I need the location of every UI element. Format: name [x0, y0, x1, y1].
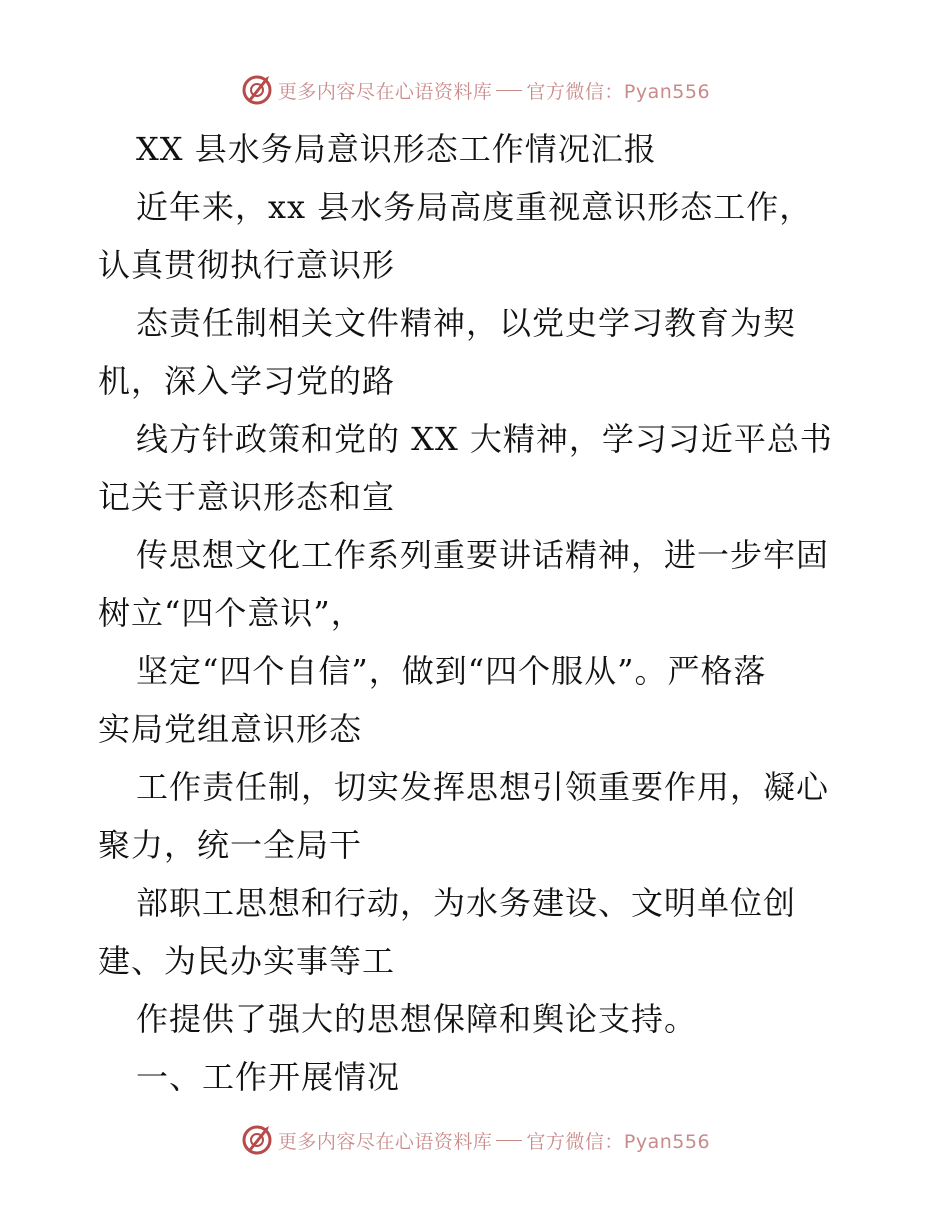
text-line: 一、工作开展情况 [136, 1058, 401, 1096]
text-line: 作提供了强大的思想保障和舆论支持。 [136, 1000, 698, 1038]
document-body [98, 120, 858, 1106]
brand-logo-icon [240, 73, 274, 107]
text-line: 记关于意识形态和宣 [98, 478, 396, 516]
text-line: 态责任制相关文件精神，以党史学习教育为契 [136, 304, 797, 342]
document-title: XX 县水务局意识形态工作情况汇报 [136, 130, 657, 168]
text-line: 实局党组意识形态 [98, 710, 363, 748]
text-line: 线方针政策和党的 XX 大精神，学习习近平总书 [136, 420, 833, 458]
text-line: 认真贯彻执行意识形 [98, 246, 396, 284]
watermark-secondary-text: 官方微信：Pyan556 [526, 80, 711, 103]
watermark-separator [496, 90, 522, 91]
text-line: 部职工思想和行动，为水务建设、文明单位创 [136, 884, 797, 922]
text-line: 近年来，xx 县水务局高度重视意识形态工作， [136, 188, 813, 226]
footer-watermark [0, 1120, 950, 1160]
watermark-secondary-text: 官方微信：Pyan556 [526, 1130, 711, 1153]
text-line: 坚定“四个自信”，做到“四个服从”。严格落 [136, 652, 767, 690]
brand-logo-icon [240, 1123, 274, 1157]
document-paragraphs [98, 178, 858, 1106]
text-line: 机，深入学习党的路 [98, 362, 396, 400]
watermark-main-text: 更多内容尽在心语资料库 [277, 1130, 493, 1153]
header-watermark [0, 70, 950, 110]
text-line: 建、为民办实事等工 [98, 942, 396, 980]
text-line: 树立“四个意识”， [98, 594, 364, 632]
watermark-separator [496, 1140, 522, 1141]
text-line: 工作责任制，切实发挥思想引领重要作用，凝心 [136, 768, 830, 806]
text-line: 聚力，统一全局干 [98, 826, 363, 864]
text-line: 传思想文化工作系列重要讲话精神，进一步牢固 [136, 536, 830, 574]
watermark-main-text: 更多内容尽在心语资料库 [277, 80, 493, 103]
